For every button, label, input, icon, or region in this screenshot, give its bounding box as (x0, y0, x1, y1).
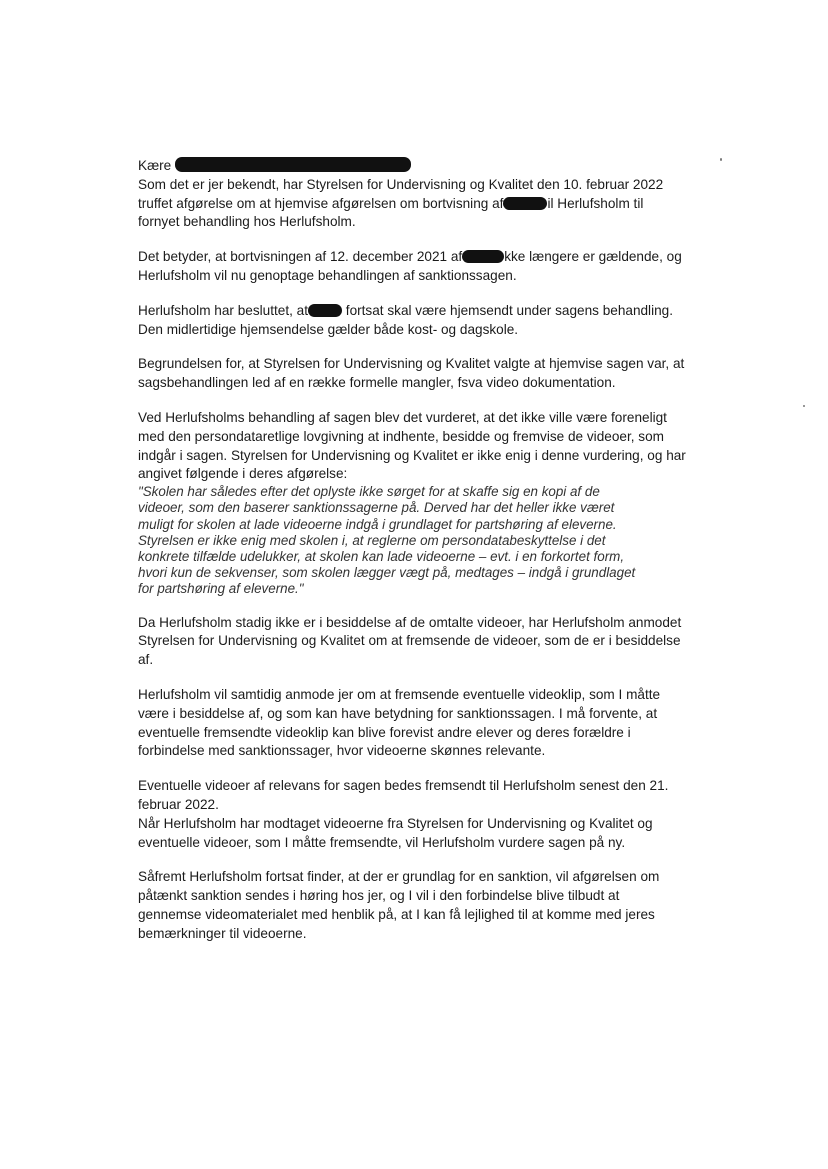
greeting: Kære (138, 158, 172, 173)
paragraph-8-deadline: Eventuelle videoer af relevans for sagen bedes fremsendt til Herlufsholm senest den 21. februar 2022. (138, 778, 669, 812)
paragraph-1-text-a: Som det er jer bekendt, har Styrelsen for Undervisning og Kvalitet den 10. februar 2022 truffet afgørelse om at hjemvise afgørelsen om bortvisning af (138, 176, 664, 211)
scan-speck (803, 405, 805, 407)
paragraph-9: Såfremt Herlufsholm fortsat finder, at der er grundlag for en sanktion, vil afgørelsen om påtænkt sanktion sendes i høring hos jer, og I vil i den forbindelse blive tilbudt at gennemse videomaterialet med henblik på, at I kan få lejlighed til at komme med jeres bemærkninger til videoerne. (138, 869, 660, 941)
scan-speck (720, 158, 722, 161)
paragraph-3 (138, 302, 686, 340)
paragraph-3-text-a: Herlufsholm har besluttet, at (138, 302, 309, 318)
paragraph-1 (138, 176, 686, 232)
redacted-student-name (308, 304, 342, 317)
redacted-name (175, 157, 411, 172)
greeting-line (138, 157, 686, 176)
quoted-decision: "Skolen har således efter det oplyste ikke sørget for at skaffe sig en kopi af de videoer, som den baserer sanktionssagerne på. Derved har det heller ikke været muligt for skolen at lade videoerne indgå i grundlaget for partshøring af eleverne. Styrelsen er ikke enig med skolen i, at reglerne om persondatabeskyttelse i det konkrete tilfælde udelukker, at skolen kan lade videoerne – evt. i en forkortet form, hvori kun de sekvenser, som skolen lægger vægt på, medtages – indgå i grundlaget for partshøring af eleverne." (138, 484, 636, 597)
paragraph-8-followup: Når Herlufsholm har modtaget videoerne fra Styrelsen for Undervisning og Kvalitet og eventuelle videoer, som I måtte fremsendte, vil Herlufsholm vurdere sagen på ny. (138, 815, 653, 850)
paragraph-3-text-b: fortsat skal være hjemsendt under sagens behandling. Den midlertidige hjemsendelse gælder både kost- og dagskole. (138, 302, 673, 337)
paragraph-4: Begrundelsen for, at Styrelsen for Undervisning og Kvalitet valgte at hjemvise sagen var, at sagsbehandlingen led af en række formelle mangler, fsva video dokumentation. (138, 356, 685, 391)
paragraph-7: Herlufsholm vil samtidig anmode jer om at fremsende eventuelle videoklip, som I måtte være i besiddelse af, og som kan have betydning for sanktionssagen. I må forvente, at eventuelle fremsendte videoklip kan blive forevist andre elever og deres forældre i forbindelse med sanktionssager, hvor videoerne skønnes relevante. (138, 686, 661, 759)
paragraph-1-text-b: il Herlufsholm til fornyet behandling hos Herlufsholm. (138, 195, 644, 230)
redacted-student-name (462, 250, 504, 263)
paragraph-2 (138, 248, 686, 286)
paragraph-6: Da Herlufsholm stadig ikke er i besiddelse af de omtalte videoer, har Herlufsholm anmodet Styrelsen for Undervisning og Kvalitet om at fremsende de videoer, som de er i besiddelse af. (138, 614, 682, 668)
paragraph-5: Ved Herlufsholms behandling af sagen blev det vurderet, at det ikke ville være foreneligt med den persondataretlige lovgivning at indhente, besidde og fremvise de videoer, som indgår i sagen. Styrelsen for Undervisning og Kvalitet er ikke enig i denne vurdering, og har angivet følgende i deres afgørelse: (138, 409, 686, 482)
paragraph-2-text-a: Det betyder, at bortvisningen af 12. december 2021 af (138, 249, 463, 265)
redacted-student-name (503, 197, 547, 210)
paragraph-2-text-b: kke længere er gældende, og Herlufsholm vil nu genoptage behandlingen af sanktionssagen. (138, 249, 682, 283)
letter-body (138, 157, 686, 960)
